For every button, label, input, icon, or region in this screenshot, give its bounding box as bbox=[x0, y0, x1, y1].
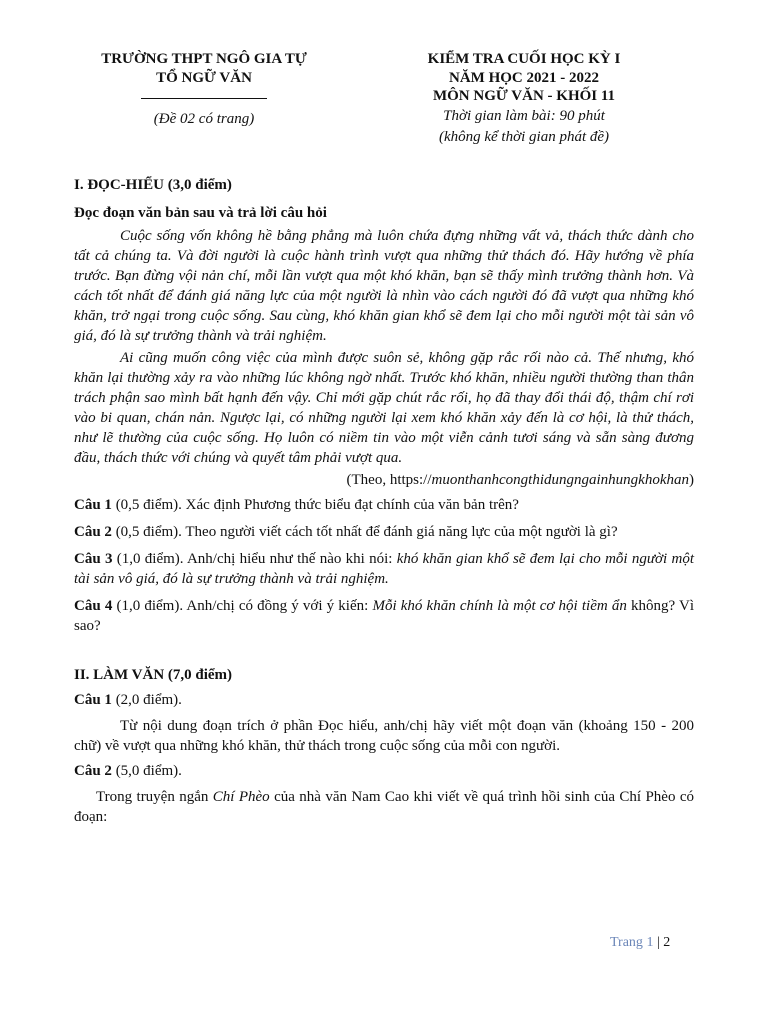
pages-note: (Đề 02 có trang) bbox=[153, 111, 255, 127]
exam-time-note: (không kể thời gian phát đề) bbox=[438, 128, 610, 145]
subject: MÔN NGỮ VĂN - KHỐI 11 bbox=[432, 88, 616, 104]
exam-time: Thời gian làm bài: 90 phút bbox=[443, 107, 605, 124]
page-label: Trang bbox=[610, 935, 643, 950]
header-divider bbox=[141, 98, 267, 99]
page-total: 2 bbox=[663, 935, 671, 950]
header-right bbox=[390, 50, 658, 148]
q2-text: (0,5 điểm). Theo người viết cách tốt nhất để đánh giá năng lực của một người là gì? bbox=[111, 524, 618, 540]
question-4 bbox=[74, 596, 694, 636]
c2-post: của nhà văn Nam Cao khi viết về quá trình hồi sinh của Chí Phèo có đoạn: bbox=[74, 789, 694, 825]
c1-points: (2,0 điểm). bbox=[111, 692, 182, 708]
essay-question-1 bbox=[74, 690, 694, 710]
question-2 bbox=[74, 522, 694, 542]
q1-label: Câu 1 bbox=[74, 497, 112, 513]
essay-question-2 bbox=[74, 761, 694, 781]
section1-title: I. ĐỌC-HIỂU (3,0 điểm) bbox=[74, 177, 232, 193]
c1-label: Câu 1 bbox=[74, 692, 112, 708]
department-name: TỔ NGỮ VĂN bbox=[156, 70, 252, 86]
passage-source bbox=[74, 470, 694, 490]
source-suffix: ) bbox=[689, 472, 694, 488]
exam-title: KIỂM TRA CUỐI HỌC KỲ I bbox=[427, 51, 621, 67]
q3-quote: khó khăn gian khổ sẽ đem lại cho mỗi người một tài sản vô giá, đó là sự trưởng thành và trải nghiệm. bbox=[74, 551, 694, 587]
q4-quote: Mỗi khó khăn chính là một cơ hội tiềm ẩn bbox=[372, 598, 627, 614]
essay-question-2-prompt bbox=[74, 787, 694, 827]
c2-label: Câu 2 bbox=[74, 763, 112, 779]
q1-text: (0,5 điểm). Xác định Phương thức biểu đạt chính của văn bản trên? bbox=[111, 497, 519, 513]
passage-paragraph-2: Ai cũng muốn công việc của mình được suôn sẻ, không gặp rắc rối nào cả. Thế nhưng, khó khăn lại thường xảy ra vào những lúc không ngờ nhất. Trước khó khăn, nhiều người thường than thân trách phận sao mình bất hạnh đến vậy. Chỉ mới gặp chút rắc rối, họ đã thay đổi thái độ, thậm chí rơi vào bi quan, chán nản. Ngược lại, có những người lại xem khó khăn xảy đến là cơ hội, là thử thách, như lẽ thường của cuộc sống. Họ luôn có niềm tin vào một viễn cảnh tươi sáng và sẵn sàng đương đầu, thách thức với chúng và quyết tâm phải vượt qua. bbox=[74, 350, 694, 466]
question-1 bbox=[74, 495, 694, 515]
q4-tail: không? Vì sao? bbox=[74, 598, 694, 634]
q3-label: Câu 3 bbox=[74, 551, 113, 567]
page-footer bbox=[610, 935, 670, 951]
q3-text: (1,0 điểm). Anh/chị hiểu như thế nào khi nói: bbox=[112, 551, 397, 567]
c2-work-title: Chí Phèo bbox=[212, 789, 270, 805]
school-year: NĂM HỌC 2021 - 2022 bbox=[449, 69, 599, 86]
passage-paragraph-1: Cuộc sống vốn không hề bằng phẳng mà luôn chứa đựng những vất vả, thách thức dành cho tất cả chúng ta. Và đời người là cuộc hành trình vượt qua những thử thách đó. Hãy hướng về phía trước. Bạn đừng vội nản chí, mỗi lần vượt qua một khó khăn, bạn sẽ thấy mình trưởng thành hơn. Và cách tốt nhất để đánh giá năng lực của một người là nhìn vào cách người đó đã vượt qua những khó khăn, trở ngại trong cuộc sống. Sau cùng, khó khăn gian khổ sẽ đem lại cho mỗi người một tài sản vô giá, đó là sự trưởng thành và trải nghiệm. bbox=[74, 228, 694, 344]
q4-label: Câu 4 bbox=[74, 598, 113, 614]
c2-points: (5,0 điểm). bbox=[111, 763, 182, 779]
source-prefix: (Theo, https:// bbox=[346, 472, 432, 488]
page-separator: | bbox=[653, 935, 664, 950]
essay-question-1-prompt: Từ nội dung đoạn trích ở phần Đọc hiểu, anh/chị hãy viết một đoạn văn (khoảng 150 - 200 chữ) về vượt qua những khó khăn, thử thách trong cuộc sống của mỗi con người. bbox=[74, 718, 694, 754]
question-3 bbox=[74, 549, 694, 589]
reading-instruction: Đọc đoạn văn bản sau và trả lời câu hỏi bbox=[74, 205, 327, 221]
c2-pre: Trong truyện ngắn bbox=[96, 789, 213, 805]
section2-title: II. LÀM VĂN (7,0 điểm) bbox=[74, 667, 233, 683]
school-name: TRƯỜNG THPT NGÔ GIA TỰ bbox=[101, 51, 307, 67]
q2-label: Câu 2 bbox=[74, 524, 112, 540]
page-number: 1 bbox=[646, 935, 654, 950]
q4-text: (1,0 điểm). Anh/chị có đồng ý với ý kiến: bbox=[112, 598, 373, 614]
header-left bbox=[74, 50, 334, 128]
source-link: muonthanhcongthidungngainhungkhokhan bbox=[431, 472, 689, 488]
exam-content bbox=[74, 175, 694, 827]
